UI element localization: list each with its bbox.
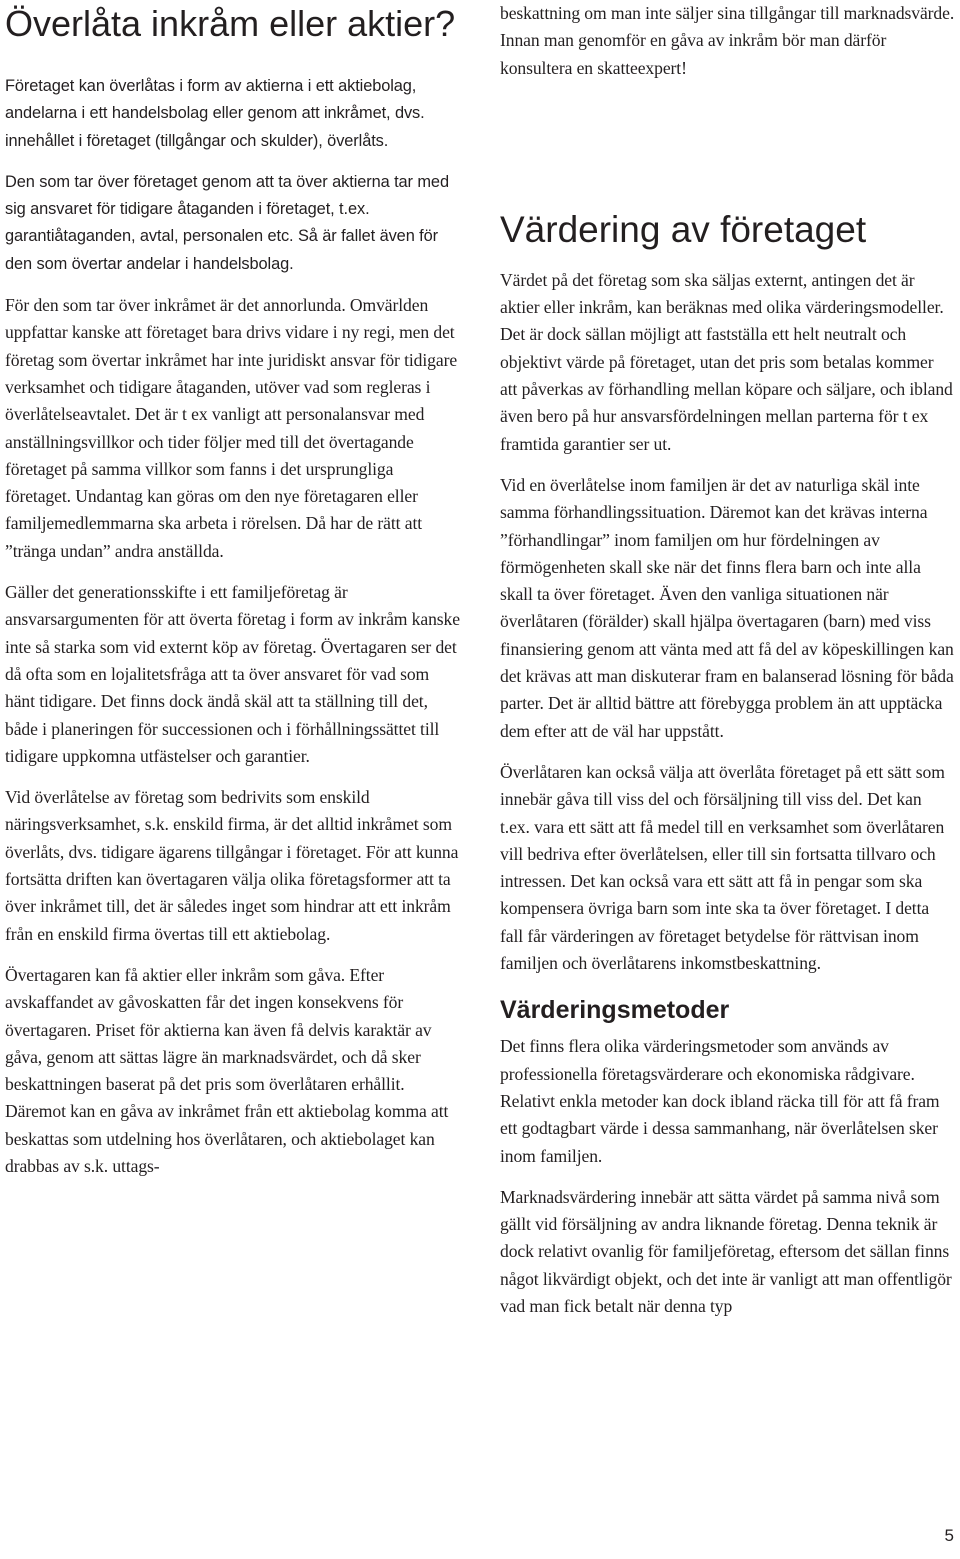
- page-title: Överlåta inkråm eller aktier?: [5, 3, 456, 44]
- paragraph-generation-change: Gäller det generationsskifte i ett familjeföretag är ansvarsargumenten för att överta företag i form av inkråm kanske inte så starka som vid externt köp av företag. Övertagaren ser det då ofta som en lojalitetsfråga att ta över ansvaret för vad som hänt tidigare. Det finns dock ändå skäl att ta ställning till det, både i planeringen för successionen och i förhållningssättet till tidigare uppkomna utfästelser och garantier.: [5, 582, 460, 766]
- right-column: [500, 0, 955, 1320]
- paragraph-methods: Det finns flera olika värderingsmetoder som används av professionella företagsvärderare och ekonomiska rådgivare. Relativt enkla metoder kan dock ibland räcka till för att få fram ett godtagbart värde i dessa sammanhang, när överlåtelsen sker inom familjen.: [500, 1036, 940, 1166]
- page-number: 5: [944, 1526, 954, 1545]
- section-title-valuation: Värdering av företaget: [500, 208, 867, 250]
- subsection-title-methods: Värderingsmetoder: [500, 996, 730, 1025]
- paragraph-shares: Den som tar över företaget genom att ta över aktierna tar med sig ansvaret för tidigare åtaganden i företaget, t.ex. garantiåtaganden, avtal, personalen etc. Så är fallet även för den som övertar andelar i handelsbolag.: [5, 172, 449, 273]
- left-column: [5, 0, 460, 1180]
- paragraph-gift-and-sale: Överlåtaren kan också välja att överlåta företaget på ett sätt som innebär gåva till viss del och försäljning till viss del. Det kan t.ex. vara ett sätt att få medel till en verksamhet som överlåtaren vill bedriva efter överlåtelsen, eller till sin fortsatta tillvaro och intressen. Det kan också vara ett sätt att få in pengar som ska kompensera övriga barn som inte ska ta över företaget. I detta fall får värderingen av företaget betydelse för rättvisan inom familjen och överlåtarens inkomstbeskattning.: [500, 761, 945, 974]
- paragraph-continued: beskattning om man inte säljer sina tillgångar till marknadsvärde. Innan man genomför en gåva av inkråm bör man därför konsultera en skatteexpert!: [500, 3, 955, 78]
- paragraph-valuation-models: Värdet på det företag som ska säljas externt, antingen det är aktier eller inkråm, kan beräknas med olika värderingsmodeller. Det är dock sällan möjligt att fastställa ett helt neutralt och objektivt värde på företaget, utan det pris som betalas kommer att påverkas av förhandling mellan köpare och säljare, och ibland även bero på hur ansvarsfördelningen mellan parterna för t ex framtida garantier ser ut.: [500, 269, 953, 454]
- paragraph-sole-proprietorship: Vid överlåtelse av företag som bedrivits som enskild näringsverksamhet, s.k. enskild firma, är det alltid inkråmet som överlåts, dvs. tidigare ägarens tillgångar i företaget. För att kunna fortsätta driften kan övertagaren välja olika företagsformer att ta över inkråmet till, det är således inget som hindrar att ett inkråm från en enskild firma övertas till ett aktiebolag.: [5, 787, 459, 944]
- paragraph-family-transfer: Vid en överlåtelse inom familjen är det av naturliga skäl inte samma förhandlingssituation. Däremot kan det krävas interna ”förhandlingar” inom familjen om hur fördelningen av förmögenheten skall ske när det finns flera barn och inte alla skall ta över företaget. Även den vanliga situationen när överlåtaren (förälder) skall hjälpa övertagaren (barn) med viss finansiering genom att vänta med att få del av köpeskillingen kan det krävas att man diskuterar fram en balanserad lösning för båda parter. Det är alltid bättre att förebygga problem än att upptäcka dem efter att de väl har uppstått.: [500, 474, 954, 741]
- paragraph-market-valuation: Marknadsvärdering innebär att sätta värdet på samma nivå som gällt vid försäljning av andra liknande företag. Denna teknik är dock relativt ovanlig för familjeföretag, eftersom det sällan finns något likvärdigt objekt, och det inte är vanligt att man offentligör vad man fick betalt när denna typ: [500, 1186, 952, 1316]
- paragraph-gift: Övertagaren kan få aktier eller inkråm som gåva. Efter avskaffandet av gåvoskatten får det ingen konsekvens för övertagaren. Priset för aktierna kan även få delvis karaktär av gåva, genom att sättas lägre än marknadsvärdet, och då sker beskattningen baserat på det pris som överlåtaren erhållit. Däremot kan en gåva av inkråmet från ett aktiebolag komma att beskattas som utdelning hos överlåtaren, och aktiebolaget kan drabbas av s.k. uttags-: [5, 964, 449, 1176]
- paragraph-inkram: För den som tar över inkråmet är det annorlunda. Omvärlden uppfattar kanske att företaget bara drivs vidare i ny regi, men det företag som övertar inkråmet har inte juridiskt ansvar för tidigare verksamhet och tidigare åtaganden, utöver vad som regleras i överlåtelseavtalet. Det är t ex vanligt att personalansvar med anställningsvillkor och tider följer med till det övertagande företaget på samma villkor som fanns i det ursprungliga företaget. Undantag kan göras om den nye företagaren eller familjemedlemmarna ska arbeta i rörelsen. Då har de rätt att ”tränga undan” andra anställda.: [5, 295, 458, 561]
- paragraph-intro: Företaget kan överlåtas i form av aktierna i ett aktiebolag, andelarna i ett handelsbolag eller genom att inkråmet, dvs. innehållet i företaget (tillgångar och skulder), överlåts.: [5, 77, 425, 150]
